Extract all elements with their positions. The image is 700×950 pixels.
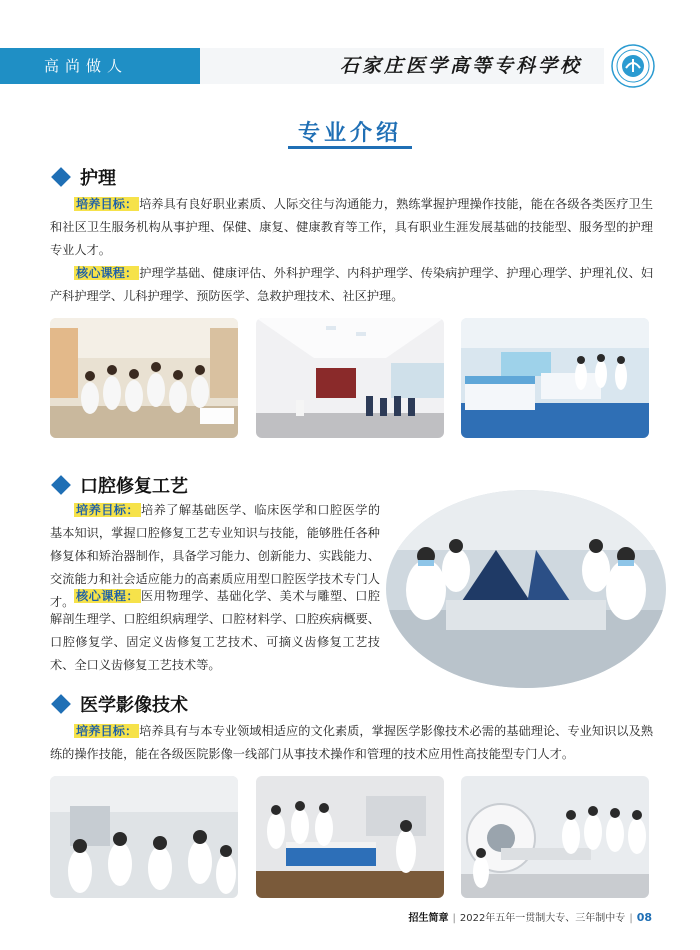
ct-scanner-photo xyxy=(461,776,649,898)
section-title: 口腔修复工艺 xyxy=(80,476,188,497)
core-text: 医用物理学、基础化学、美术与雕塑、口腔解剖生理学、口腔组织病理学、口腔材料学、口腔疾病概要、口腔修复学、固定义齿修复工艺技术、可摘义齿修复工艺技术、全口义齿修复工艺技术等。 xyxy=(50,589,381,672)
nursing-core-paragraph xyxy=(50,262,653,308)
section-heading-nursing xyxy=(50,164,116,190)
goal-text: 培养具有良好职业素质、人际交往与沟通能力，熟练掌握护理操作技能，能在各级各类医疗卫生和社区卫生服务机构从事护理、保健、康复、健康教育等工作，具有职业生涯发展基础的技能型、服务型的护理专业人才。 xyxy=(50,197,654,257)
ward-hallway-photo xyxy=(256,318,444,438)
page-title: 专业介绍 xyxy=(297,121,402,146)
core-label: 核心课程： xyxy=(76,266,138,280)
footer-brochure: 招生简章 xyxy=(408,913,449,924)
title-underline xyxy=(288,146,412,149)
dental-core-paragraph xyxy=(50,585,380,677)
section-heading-imaging xyxy=(50,691,188,717)
page-number: 08 xyxy=(636,911,652,924)
footer: 招生简章 | 2022年五年一贯制大专、三年制中专 | 08 xyxy=(408,911,652,924)
goal-label: 培养目标： xyxy=(76,197,138,211)
section-title: 护理 xyxy=(80,168,116,189)
imaging-class-photo xyxy=(50,776,238,898)
xray-room-photo xyxy=(256,776,444,898)
diamond-bullet-icon xyxy=(51,167,71,187)
school-logo xyxy=(611,44,655,88)
core-label: 核心课程： xyxy=(76,589,140,603)
imaging-goal-paragraph xyxy=(50,720,653,766)
goal-text: 培养具有与本专业领域相适应的文化素质，掌握医学影像技术必需的基础理论、专业知识以及熟练的操作技能，能在各级医院影像一线部门从事技术操作和管理的技术应用性高技能型专门人才。 xyxy=(50,724,654,761)
footer-description: 2022年五年一贯制大专、三年制中专 xyxy=(459,913,626,924)
nursing-training-photo xyxy=(50,318,238,438)
section-title: 医学影像技术 xyxy=(80,695,188,716)
section-heading-dental xyxy=(50,472,188,498)
dental-lab-photo xyxy=(386,490,666,688)
ward-beds-photo xyxy=(461,318,649,438)
core-text: 护理学基础、健康评估、外科护理学、内科护理学、传染病护理学、护理心理学、护理礼仪、妇产科护理学、儿科护理学、预防医学、急救护理技术、社区护理。 xyxy=(50,266,654,303)
school-name: 石家庄医学高等专科学校 xyxy=(200,48,604,84)
diamond-bullet-icon xyxy=(51,475,71,495)
goal-label: 培养目标： xyxy=(76,503,140,517)
diamond-bullet-icon xyxy=(51,694,71,714)
nursing-goal-paragraph xyxy=(50,193,653,262)
header-motto: 高尚做人 xyxy=(0,48,200,84)
goal-label: 培养目标： xyxy=(76,724,138,738)
goal-text: 培养了解基础医学、临床医学和口腔医学的基本知识，掌握口腔修复工艺专业知识与技能，能够胜任各种修复体和矫治器制作，具备学习能力、创新能力、实践能力、交流能力和社会适应能力的高素质应用型口腔医学技术专门人才。 xyxy=(50,503,381,609)
